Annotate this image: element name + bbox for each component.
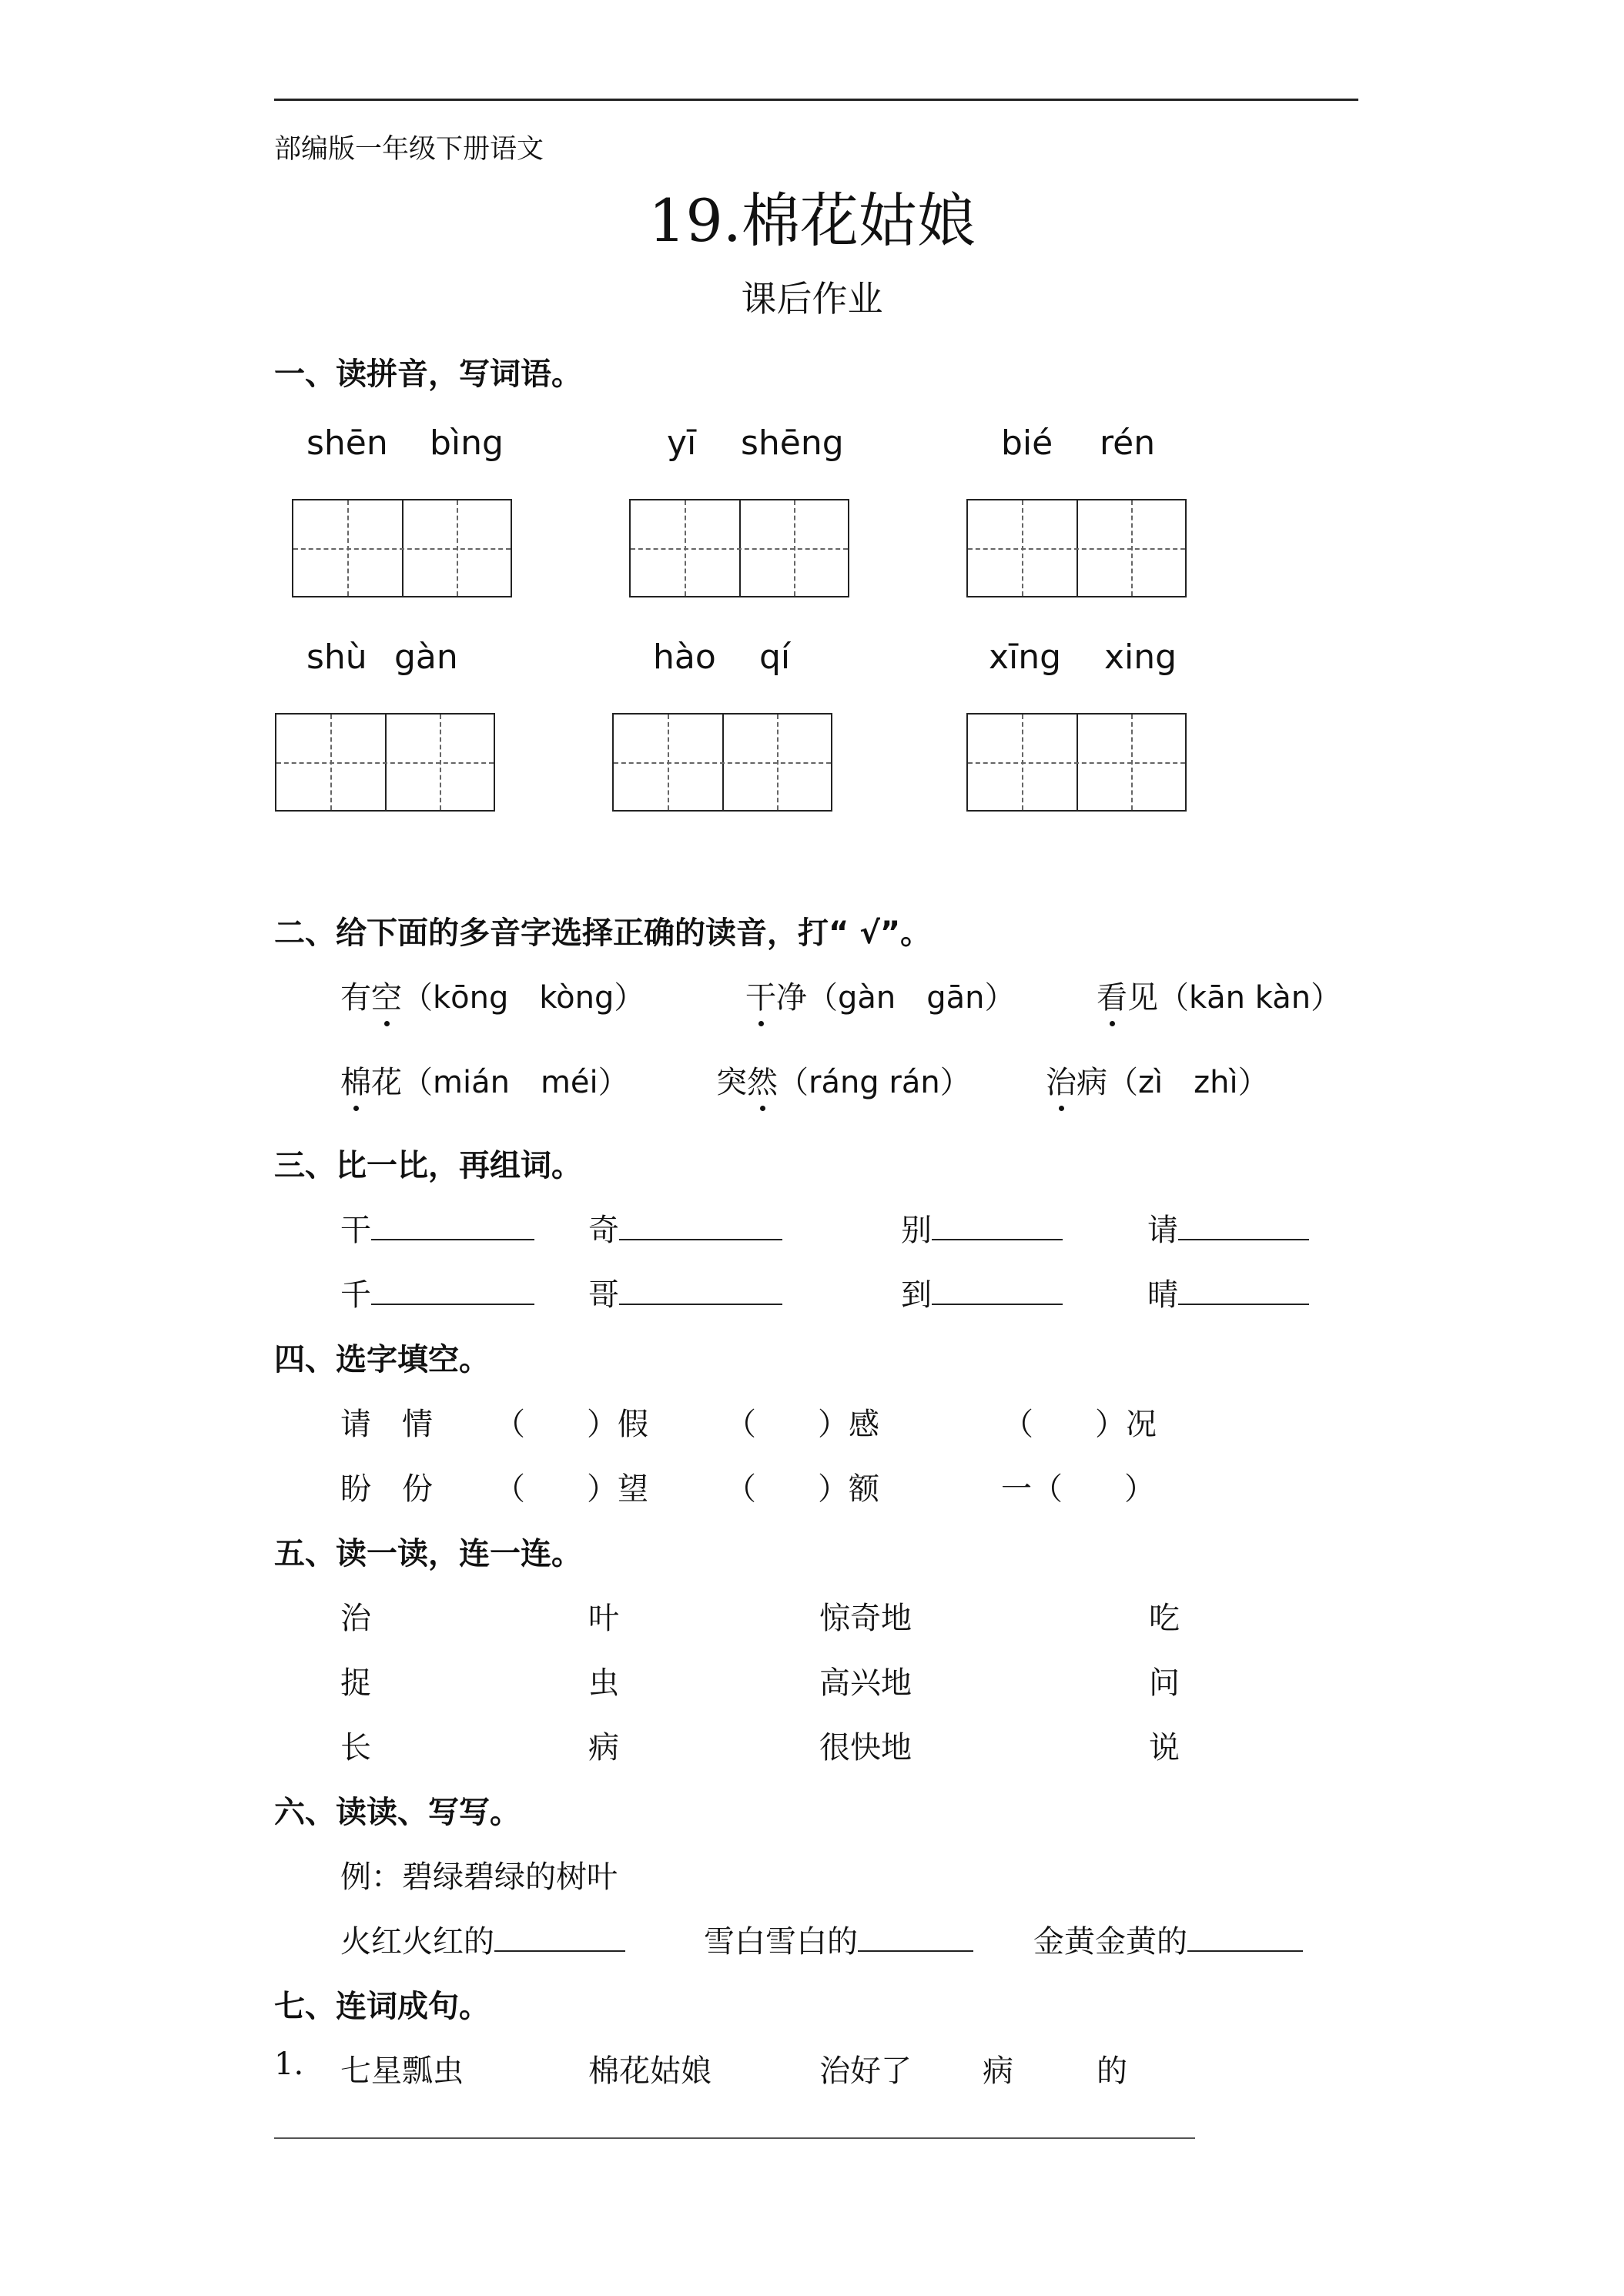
section-6-title: 六、读读、写写。 xyxy=(274,1795,521,1830)
match-word[interactable]: 吃 xyxy=(1149,1601,1180,1636)
section-1-title: 一、读拼音，写词语。 xyxy=(274,356,582,392)
writing-box[interactable] xyxy=(966,713,1187,812)
answer-blank[interactable] xyxy=(858,1924,973,1952)
pinyin-2b: shēng xyxy=(741,423,844,463)
pinyin-3a: bié xyxy=(1001,423,1053,463)
pinyin-5b: qí xyxy=(759,638,791,677)
writing-box[interactable] xyxy=(292,499,512,597)
compare-item: 千 xyxy=(340,1270,534,1314)
answer-blank[interactable] xyxy=(619,1277,782,1305)
fill-blank[interactable]: （ ）假 xyxy=(494,1407,648,1442)
example-line: 例：碧绿碧绿的树叶 xyxy=(340,1859,618,1895)
polyphone-item: 有空（kōng kòng） xyxy=(340,973,645,1017)
write-item: 金黄金黄的 xyxy=(1033,1917,1303,1961)
match-word[interactable]: 惊奇地 xyxy=(819,1601,912,1636)
fill-blank[interactable]: 一（ ） xyxy=(1001,1471,1155,1507)
header-label: 部编版一年级下册语文 xyxy=(274,134,544,165)
match-word[interactable]: 虫 xyxy=(588,1665,619,1701)
pinyin-4a: shù xyxy=(306,638,367,677)
sentence-word[interactable]: 的 xyxy=(1097,2053,1127,2089)
compare-item: 干 xyxy=(340,1206,534,1250)
section-3-title: 三、比一比，再组词。 xyxy=(274,1148,582,1183)
pinyin-5a: hào xyxy=(653,638,716,677)
polyphone-item: 干净（gàn gān） xyxy=(745,973,1016,1017)
answer-line[interactable] xyxy=(274,2137,1195,2139)
page-title: 19.棉花姑娘 xyxy=(648,186,976,255)
pinyin-2a: yī xyxy=(667,423,697,463)
answer-blank[interactable] xyxy=(371,1277,534,1305)
fill-blank[interactable]: （ ）望 xyxy=(494,1471,648,1507)
polyphone-item: 棉花（mián méi） xyxy=(340,1058,629,1102)
writing-box[interactable] xyxy=(275,713,495,812)
answer-blank[interactable] xyxy=(494,1924,625,1952)
answer-blank[interactable] xyxy=(1178,1277,1309,1305)
compare-item: 哥 xyxy=(588,1270,782,1314)
pinyin-3b: rén xyxy=(1100,423,1156,463)
write-item: 雪白雪白的 xyxy=(704,1917,973,1961)
answer-blank[interactable] xyxy=(619,1213,782,1240)
fill-blank[interactable]: （ ）况 xyxy=(1003,1407,1157,1442)
match-word[interactable]: 捉 xyxy=(340,1665,371,1701)
match-word[interactable]: 问 xyxy=(1149,1665,1180,1701)
top-rule xyxy=(274,99,1358,101)
pinyin-6a: xīng xyxy=(989,638,1062,677)
section-5-title: 五、读一读，连一连。 xyxy=(274,1536,582,1571)
answer-blank[interactable] xyxy=(371,1213,534,1240)
compare-item: 晴 xyxy=(1147,1270,1309,1314)
match-word[interactable]: 高兴地 xyxy=(819,1665,912,1701)
polyphone-item: 治病（zì zhì） xyxy=(1046,1058,1269,1102)
pinyin-6b: xing xyxy=(1104,638,1177,677)
pinyin-1a: shēn xyxy=(306,423,388,463)
pinyin-4b: gàn xyxy=(394,638,458,677)
match-word[interactable]: 很快地 xyxy=(819,1730,912,1766)
compare-item: 请 xyxy=(1147,1206,1309,1250)
writing-box[interactable] xyxy=(629,499,849,597)
answer-blank[interactable] xyxy=(1187,1924,1303,1952)
writing-box[interactable] xyxy=(612,713,832,812)
match-word[interactable]: 治 xyxy=(340,1601,371,1636)
polyphone-item: 看见（kān kàn） xyxy=(1097,973,1341,1017)
page-subtitle: 课后作业 xyxy=(741,278,883,320)
fill-blank[interactable]: （ ）额 xyxy=(725,1471,879,1507)
compare-item: 别 xyxy=(901,1206,1063,1250)
char-choice: 请 情 xyxy=(340,1407,433,1442)
writing-box[interactable] xyxy=(966,499,1187,597)
section-2-title: 二、给下面的多音字选择正确的读音，打“ √”。 xyxy=(274,915,932,951)
match-word[interactable]: 病 xyxy=(588,1730,619,1766)
match-word[interactable]: 说 xyxy=(1149,1730,1180,1766)
polyphone-item: 突然（ráng rán） xyxy=(716,1058,971,1102)
pinyin-1b: bìng xyxy=(430,423,504,463)
write-item: 火红火红的 xyxy=(340,1917,625,1961)
compare-item: 到 xyxy=(901,1270,1063,1314)
fill-blank[interactable]: （ ）感 xyxy=(725,1407,879,1442)
section-4-title: 四、选字填空。 xyxy=(274,1342,490,1377)
sentence-word[interactable]: 治好了 xyxy=(819,2053,912,2089)
match-word[interactable]: 叶 xyxy=(588,1601,619,1636)
sentence-word[interactable]: 七星瓢虫 xyxy=(340,2053,464,2089)
answer-blank[interactable] xyxy=(1178,1213,1309,1240)
section-7-title: 七、连词成句。 xyxy=(274,1989,490,2024)
answer-blank[interactable] xyxy=(932,1277,1063,1305)
sentence-word[interactable]: 棉花姑娘 xyxy=(588,2053,712,2089)
compare-item: 奇 xyxy=(588,1206,782,1250)
answer-blank[interactable] xyxy=(932,1213,1063,1240)
sentence-word[interactable]: 病 xyxy=(983,2053,1013,2089)
match-word[interactable]: 长 xyxy=(340,1730,371,1766)
char-choice: 盼 份 xyxy=(340,1471,433,1507)
sentence-number: 1. xyxy=(274,2047,304,2082)
